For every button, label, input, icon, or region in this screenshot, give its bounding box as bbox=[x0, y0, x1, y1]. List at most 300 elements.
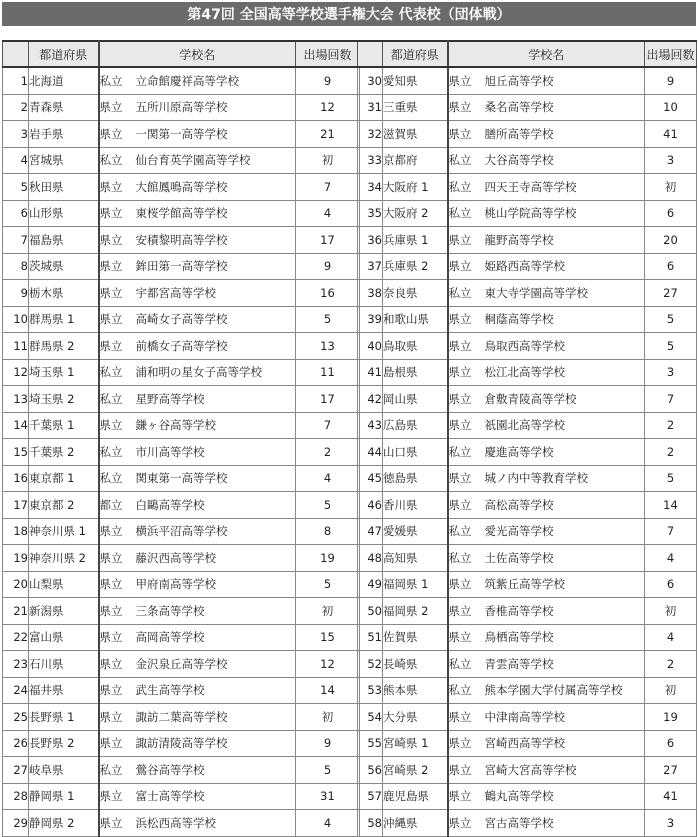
school-header: 学校名 bbox=[448, 41, 645, 67]
table-row bbox=[3, 571, 360, 598]
school-cell bbox=[448, 783, 645, 810]
prefecture-cell: 高知県 bbox=[383, 545, 448, 572]
table-row bbox=[358, 757, 697, 784]
prefecture-cell: 福島県 bbox=[29, 227, 99, 254]
appearance-count: 19 bbox=[296, 545, 360, 572]
school-cell bbox=[448, 545, 645, 572]
school-name: 東桜学館高等学校 bbox=[135, 206, 228, 221]
school-type: 県立 bbox=[448, 126, 472, 141]
table-row bbox=[358, 545, 697, 572]
row-number: 51 bbox=[358, 624, 383, 651]
school-name: 土佐高等学校 bbox=[484, 550, 554, 565]
school-name: 中津南高等学校 bbox=[484, 709, 565, 724]
school-cell bbox=[99, 704, 296, 731]
table-row bbox=[3, 121, 360, 148]
table-row bbox=[3, 147, 360, 174]
school-name: 大館鳳鳴高等学校 bbox=[135, 179, 228, 194]
appearance-count: 12 bbox=[296, 651, 360, 678]
appearance-count: 19 bbox=[645, 704, 697, 731]
school-cell bbox=[448, 518, 645, 545]
school-cell bbox=[99, 651, 296, 678]
row-number: 7 bbox=[3, 227, 29, 254]
school-type: 県立 bbox=[99, 285, 123, 300]
school-type: 県立 bbox=[448, 497, 472, 512]
appearance-count: 5 bbox=[296, 306, 360, 333]
school-name: 宇都宮高等学校 bbox=[135, 285, 216, 300]
table-row bbox=[3, 757, 360, 784]
appearance-count: 初 bbox=[296, 598, 360, 625]
row-number: 8 bbox=[3, 253, 29, 280]
school-type: 私立 bbox=[448, 524, 472, 539]
appearance-count: 12 bbox=[296, 94, 360, 121]
appearance-count: 2 bbox=[645, 651, 697, 678]
table-row bbox=[3, 598, 360, 625]
school-type: 県立 bbox=[99, 683, 123, 698]
school-type: 私立 bbox=[448, 179, 472, 194]
prefecture-cell: 栃木県 bbox=[29, 280, 99, 307]
school-type: 県立 bbox=[448, 603, 472, 618]
school-type: 県立 bbox=[448, 100, 472, 115]
row-number: 21 bbox=[3, 598, 29, 625]
school-cell bbox=[99, 200, 296, 227]
table-row bbox=[358, 810, 697, 837]
table-row bbox=[3, 439, 360, 466]
table-row bbox=[358, 465, 697, 492]
school-type: 県立 bbox=[99, 524, 123, 539]
prefecture-cell: 秋田県 bbox=[29, 174, 99, 201]
school-name: 姫路西高等学校 bbox=[484, 259, 565, 274]
school-type: 県立 bbox=[448, 709, 472, 724]
prefecture-cell: 長野県 1 bbox=[29, 704, 99, 731]
school-cell bbox=[99, 67, 296, 94]
school-type: 県立 bbox=[99, 815, 123, 830]
row-number: 54 bbox=[358, 704, 383, 731]
school-type: 県立 bbox=[448, 815, 472, 830]
appearance-count: 4 bbox=[296, 465, 360, 492]
school-type: 私立 bbox=[99, 762, 123, 777]
school-type: 県立 bbox=[448, 391, 472, 406]
school-type: 県立 bbox=[99, 126, 123, 141]
prefecture-cell: 兵庫県 2 bbox=[383, 253, 448, 280]
row-number: 14 bbox=[3, 412, 29, 439]
school-name: 桐蔭高等学校 bbox=[484, 312, 554, 327]
table-row bbox=[3, 465, 360, 492]
table-row bbox=[3, 492, 360, 519]
school-name: 鉾田第一高等学校 bbox=[135, 259, 228, 274]
school-name: 星野高等学校 bbox=[135, 391, 205, 406]
school-cell bbox=[99, 147, 296, 174]
school-name: 東大寺学園高等学校 bbox=[484, 285, 588, 300]
count-header: 出場回数 bbox=[645, 41, 697, 67]
school-cell bbox=[99, 253, 296, 280]
school-type: 私立 bbox=[448, 206, 472, 221]
prefecture-cell: 山形県 bbox=[29, 200, 99, 227]
school-cell bbox=[448, 704, 645, 731]
count-header: 出場回数 bbox=[296, 41, 360, 67]
school-name: 立命館慶祥高等学校 bbox=[135, 73, 239, 88]
prefecture-header: 都道府県 bbox=[29, 41, 99, 67]
prefecture-cell: 埼玉県 1 bbox=[29, 359, 99, 386]
school-cell bbox=[99, 624, 296, 651]
row-number: 33 bbox=[358, 147, 383, 174]
prefecture-cell: 宮城県 bbox=[29, 147, 99, 174]
school-name: 宮古高等学校 bbox=[484, 815, 554, 830]
prefecture-cell: 徳島県 bbox=[383, 465, 448, 492]
table-row bbox=[358, 677, 697, 704]
appearance-count: 6 bbox=[645, 253, 697, 280]
school-name: 高松高等学校 bbox=[484, 497, 554, 512]
school-name: 愛光高等学校 bbox=[484, 524, 554, 539]
school-cell bbox=[99, 174, 296, 201]
appearance-count: 5 bbox=[296, 492, 360, 519]
appearance-count: 10 bbox=[645, 94, 697, 121]
school-cell bbox=[448, 359, 645, 386]
prefecture-cell: 沖縄県 bbox=[383, 810, 448, 837]
appearance-count: 初 bbox=[645, 174, 697, 201]
school-name: 安積黎明高等学校 bbox=[135, 232, 228, 247]
school-cell bbox=[448, 174, 645, 201]
table-row bbox=[358, 253, 697, 280]
number-header bbox=[358, 41, 383, 67]
school-name: 龍野高等学校 bbox=[484, 232, 554, 247]
prefecture-cell: 埼玉県 2 bbox=[29, 386, 99, 413]
table-row bbox=[3, 545, 360, 572]
school-type: 県立 bbox=[99, 232, 123, 247]
school-cell bbox=[99, 439, 296, 466]
table-row bbox=[3, 306, 360, 333]
prefecture-cell: 福井県 bbox=[29, 677, 99, 704]
appearance-count: 7 bbox=[296, 412, 360, 439]
appearance-count: 5 bbox=[645, 465, 697, 492]
school-type: 県立 bbox=[448, 312, 472, 327]
row-number: 2 bbox=[3, 94, 29, 121]
prefecture-cell: 茨城県 bbox=[29, 253, 99, 280]
school-type: 県立 bbox=[99, 100, 123, 115]
appearance-count: 17 bbox=[296, 386, 360, 413]
school-name: 横浜平沼高等学校 bbox=[135, 524, 228, 539]
school-cell bbox=[448, 147, 645, 174]
appearance-count: 21 bbox=[296, 121, 360, 148]
prefecture-cell: 鹿児島県 bbox=[383, 783, 448, 810]
appearance-count: 7 bbox=[645, 518, 697, 545]
row-number: 40 bbox=[358, 333, 383, 360]
table-row bbox=[358, 783, 697, 810]
appearance-count: 16 bbox=[296, 280, 360, 307]
row-number: 37 bbox=[358, 253, 383, 280]
appearance-count: 6 bbox=[645, 730, 697, 757]
school-name: 白鷗高等学校 bbox=[135, 497, 205, 512]
appearance-count: 2 bbox=[645, 412, 697, 439]
school-name: 慶進高等学校 bbox=[484, 444, 554, 459]
school-name: 鶴丸高等学校 bbox=[484, 789, 554, 804]
prefecture-cell: 岐阜県 bbox=[29, 757, 99, 784]
school-type: 私立 bbox=[99, 365, 123, 380]
appearance-count: 初 bbox=[645, 598, 697, 625]
prefecture-cell: 京都府 bbox=[383, 147, 448, 174]
appearance-count: 17 bbox=[296, 227, 360, 254]
row-number: 17 bbox=[3, 492, 29, 519]
row-number: 18 bbox=[3, 518, 29, 545]
row-number: 50 bbox=[358, 598, 383, 625]
school-cell bbox=[99, 359, 296, 386]
row-number: 23 bbox=[3, 651, 29, 678]
school-name: 鶯谷高等学校 bbox=[135, 762, 205, 777]
school-name: 大谷高等学校 bbox=[484, 153, 554, 168]
school-name: 金沢泉丘高等学校 bbox=[135, 656, 228, 671]
school-name: 青雲高等学校 bbox=[484, 656, 554, 671]
school-name: 宮崎大宮高等学校 bbox=[484, 762, 577, 777]
prefecture-cell: 神奈川県 1 bbox=[29, 518, 99, 545]
school-name: 藤沢西高等学校 bbox=[135, 550, 216, 565]
row-number: 38 bbox=[358, 280, 383, 307]
appearance-count: 9 bbox=[296, 67, 360, 94]
school-type: 県立 bbox=[99, 179, 123, 194]
school-type: 県立 bbox=[448, 338, 472, 353]
appearance-count: 15 bbox=[296, 624, 360, 651]
row-number: 12 bbox=[3, 359, 29, 386]
row-number: 27 bbox=[3, 757, 29, 784]
table-row bbox=[3, 174, 360, 201]
school-type: 県立 bbox=[99, 736, 123, 751]
row-number: 39 bbox=[358, 306, 383, 333]
school-cell bbox=[448, 810, 645, 837]
appearance-count: 3 bbox=[645, 810, 697, 837]
school-name: 甲府南高等学校 bbox=[135, 577, 216, 592]
appearance-count: 9 bbox=[296, 253, 360, 280]
school-cell bbox=[99, 677, 296, 704]
school-name: 浜松西高等学校 bbox=[135, 815, 216, 830]
prefecture-cell: 佐賀県 bbox=[383, 624, 448, 651]
table-row bbox=[3, 253, 360, 280]
row-number: 25 bbox=[3, 704, 29, 731]
school-name: 膳所高等学校 bbox=[484, 126, 554, 141]
school-cell bbox=[99, 306, 296, 333]
prefecture-cell: 群馬県 2 bbox=[29, 333, 99, 360]
school-cell bbox=[448, 571, 645, 598]
row-number: 35 bbox=[358, 200, 383, 227]
row-number: 57 bbox=[358, 783, 383, 810]
school-type: 私立 bbox=[99, 471, 123, 486]
row-number: 45 bbox=[358, 465, 383, 492]
prefecture-cell: 大分県 bbox=[383, 704, 448, 731]
prefecture-cell: 長崎県 bbox=[383, 651, 448, 678]
school-name: 高崎女子高等学校 bbox=[135, 312, 228, 327]
prefecture-cell: 千葉県 2 bbox=[29, 439, 99, 466]
prefecture-cell: 山口県 bbox=[383, 439, 448, 466]
school-name: 桃山学院高等学校 bbox=[484, 206, 577, 221]
row-number: 16 bbox=[3, 465, 29, 492]
row-number: 1 bbox=[3, 67, 29, 94]
school-type: 私立 bbox=[448, 656, 472, 671]
table-row bbox=[358, 306, 697, 333]
row-number: 55 bbox=[358, 730, 383, 757]
appearance-count: 9 bbox=[296, 730, 360, 757]
row-number: 34 bbox=[358, 174, 383, 201]
table-row bbox=[358, 94, 697, 121]
school-type: 県立 bbox=[99, 206, 123, 221]
appearance-count: 13 bbox=[296, 333, 360, 360]
table-row bbox=[358, 147, 697, 174]
prefecture-cell: 三重県 bbox=[383, 94, 448, 121]
school-type: 県立 bbox=[99, 789, 123, 804]
school-type: 県立 bbox=[99, 603, 123, 618]
row-number: 42 bbox=[358, 386, 383, 413]
school-type: 私立 bbox=[448, 683, 472, 698]
row-number: 48 bbox=[358, 545, 383, 572]
school-name: 祇園北高等学校 bbox=[484, 418, 565, 433]
appearance-count: 27 bbox=[645, 280, 697, 307]
prefecture-cell: 愛媛県 bbox=[383, 518, 448, 545]
appearance-count: 初 bbox=[296, 147, 360, 174]
school-type: 県立 bbox=[448, 365, 472, 380]
row-number: 13 bbox=[3, 386, 29, 413]
school-cell bbox=[99, 571, 296, 598]
prefecture-cell: 青森県 bbox=[29, 94, 99, 121]
school-header: 学校名 bbox=[99, 41, 296, 67]
table-row bbox=[358, 704, 697, 731]
row-number: 52 bbox=[358, 651, 383, 678]
school-type: 県立 bbox=[99, 550, 123, 565]
row-number: 43 bbox=[358, 412, 383, 439]
school-type: 県立 bbox=[99, 630, 123, 645]
appearance-count: 5 bbox=[645, 333, 697, 360]
prefecture-cell: 静岡県 1 bbox=[29, 783, 99, 810]
table-row bbox=[3, 624, 360, 651]
table-row bbox=[358, 174, 697, 201]
row-number: 44 bbox=[358, 439, 383, 466]
school-name: 桑名高等学校 bbox=[484, 100, 554, 115]
school-name: 仙台育英学園高等学校 bbox=[135, 153, 251, 168]
school-type: 県立 bbox=[448, 471, 472, 486]
table-row bbox=[358, 121, 697, 148]
prefecture-cell: 宮崎県 1 bbox=[383, 730, 448, 757]
table-row bbox=[358, 439, 697, 466]
school-type: 県立 bbox=[99, 577, 123, 592]
table-row bbox=[3, 386, 360, 413]
school-type: 県立 bbox=[448, 73, 472, 88]
appearance-count: 27 bbox=[645, 757, 697, 784]
appearance-count: 4 bbox=[296, 200, 360, 227]
table-row bbox=[3, 810, 360, 837]
school-cell bbox=[448, 757, 645, 784]
prefecture-cell: 宮崎県 2 bbox=[383, 757, 448, 784]
school-cell bbox=[448, 598, 645, 625]
school-cell bbox=[99, 492, 296, 519]
prefecture-cell: 香川県 bbox=[383, 492, 448, 519]
school-type: 県立 bbox=[448, 418, 472, 433]
school-cell bbox=[99, 783, 296, 810]
row-number: 29 bbox=[3, 810, 29, 837]
school-type: 県立 bbox=[448, 577, 472, 592]
appearance-count: 5 bbox=[296, 757, 360, 784]
table-row bbox=[358, 227, 697, 254]
school-cell bbox=[448, 386, 645, 413]
table-row bbox=[3, 333, 360, 360]
school-cell bbox=[99, 333, 296, 360]
row-number: 20 bbox=[3, 571, 29, 598]
school-cell bbox=[99, 465, 296, 492]
appearance-count: 14 bbox=[645, 492, 697, 519]
table-row bbox=[3, 651, 360, 678]
team-table-left bbox=[2, 40, 360, 837]
school-name: 諏訪清陵高等学校 bbox=[135, 736, 228, 751]
school-type: 県立 bbox=[99, 709, 123, 724]
number-header bbox=[3, 41, 29, 67]
school-cell bbox=[448, 253, 645, 280]
appearance-count: 7 bbox=[296, 174, 360, 201]
prefecture-cell: 滋賀県 bbox=[383, 121, 448, 148]
table-row bbox=[3, 704, 360, 731]
table-row bbox=[358, 571, 697, 598]
school-type: 県立 bbox=[448, 630, 472, 645]
team-table-right bbox=[357, 40, 697, 837]
prefecture-cell: 山梨県 bbox=[29, 571, 99, 598]
table-row bbox=[3, 359, 360, 386]
school-cell bbox=[448, 306, 645, 333]
table-row bbox=[3, 730, 360, 757]
row-number: 30 bbox=[358, 67, 383, 94]
prefecture-cell: 兵庫県 1 bbox=[383, 227, 448, 254]
appearance-count: 3 bbox=[645, 147, 697, 174]
school-name: 四天王寺高等学校 bbox=[484, 179, 577, 194]
school-name: 城ノ内中等教育学校 bbox=[484, 471, 588, 486]
school-cell bbox=[99, 810, 296, 837]
table-row bbox=[358, 518, 697, 545]
row-number: 28 bbox=[3, 783, 29, 810]
table-row bbox=[358, 651, 697, 678]
appearance-count: 4 bbox=[645, 545, 697, 572]
appearance-count: 31 bbox=[296, 783, 360, 810]
school-cell bbox=[99, 94, 296, 121]
table-header-row bbox=[358, 41, 697, 67]
school-name: 武生高等学校 bbox=[135, 683, 205, 698]
row-number: 24 bbox=[3, 677, 29, 704]
school-name: 関東第一高等学校 bbox=[135, 471, 228, 486]
school-type: 県立 bbox=[448, 232, 472, 247]
school-name: 香椎高等学校 bbox=[484, 603, 554, 618]
school-cell bbox=[99, 412, 296, 439]
row-number: 9 bbox=[3, 280, 29, 307]
row-number: 6 bbox=[3, 200, 29, 227]
prefecture-cell: 岩手県 bbox=[29, 121, 99, 148]
appearance-count: 5 bbox=[645, 306, 697, 333]
appearance-count: 4 bbox=[296, 810, 360, 837]
row-number: 3 bbox=[3, 121, 29, 148]
school-name: 一関第一高等学校 bbox=[135, 126, 228, 141]
school-cell bbox=[448, 624, 645, 651]
table-row bbox=[358, 280, 697, 307]
prefecture-cell: 奈良県 bbox=[383, 280, 448, 307]
table-row bbox=[3, 94, 360, 121]
school-cell bbox=[99, 757, 296, 784]
appearance-count: 初 bbox=[296, 704, 360, 731]
school-name: 浦和明の星女子高等学校 bbox=[135, 365, 262, 380]
appearance-count: 3 bbox=[645, 359, 697, 386]
table-row bbox=[358, 624, 697, 651]
prefecture-cell: 福岡県 2 bbox=[383, 598, 448, 625]
row-number: 36 bbox=[358, 227, 383, 254]
school-type: 私立 bbox=[99, 153, 123, 168]
school-type: 私立 bbox=[448, 550, 472, 565]
school-name: 五所川原高等学校 bbox=[135, 100, 228, 115]
table-row bbox=[358, 333, 697, 360]
row-number: 56 bbox=[358, 757, 383, 784]
school-name: 市川高等学校 bbox=[135, 444, 205, 459]
school-type: 私立 bbox=[448, 444, 472, 459]
prefecture-cell: 石川県 bbox=[29, 651, 99, 678]
school-name: 前橋女子高等学校 bbox=[135, 338, 228, 353]
school-type: 県立 bbox=[99, 312, 123, 327]
